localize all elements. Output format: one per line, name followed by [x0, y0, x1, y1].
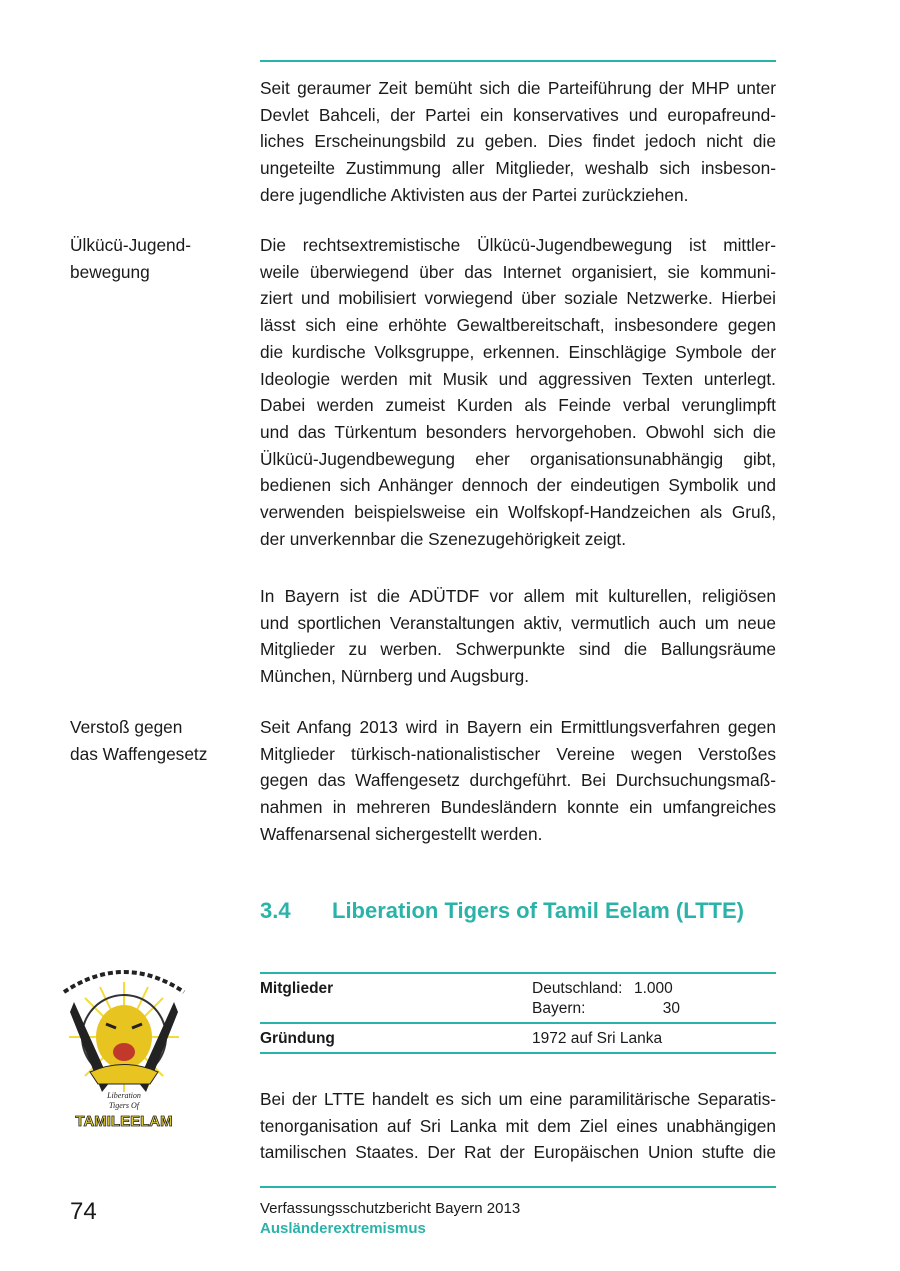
text-line: weile überwiegend über das Internet organisiert, sie kommuni- — [260, 261, 776, 282]
table-rule — [260, 1022, 776, 1024]
paragraph-waffengesetz — [260, 714, 776, 848]
text-line: der unverkennbar die Szenezugehörigkeit zeigt. — [260, 528, 627, 549]
text-line: Bei der LTTE handelt es sich um eine paramilitärische Separatis- — [260, 1089, 776, 1109]
side-note-line: Verstoß gegen — [70, 717, 183, 737]
paragraph-aduetdf — [260, 583, 776, 690]
text-line: ziert und mobilisiert vorwiegend über soziale Netzwerke. Hierbei — [260, 288, 776, 309]
tiger-emblem-icon — [50, 962, 198, 1132]
text-line: Mitglieder zu werben. Schwerpunkte sind die Ballungsräume — [260, 639, 776, 660]
section-title: Liberation Tigers of Tamil Eelam (LTTE) — [332, 898, 744, 923]
text-line: Ülkücü-Jugendbewegung eher organisationsunabhängig gibt, — [260, 448, 776, 469]
text-line: nahmen in mehreren Bundesländern konnte ein umfangreiches — [260, 797, 776, 818]
founded-label: Gründung — [260, 1030, 335, 1047]
section-heading — [260, 898, 744, 924]
logo-text-line2: Tigers Of — [108, 1101, 140, 1110]
text-line: und das Türkentum besonders hervorgehoben. Obwohl sich die — [260, 421, 776, 442]
table-rule — [260, 1052, 776, 1054]
text-line: und sportlichen Veranstaltungen aktiv, vermutlich auch um neue — [260, 612, 776, 633]
text-line: Devlet Bahceli, der Partei ein konservatives und europafreund- — [260, 104, 776, 125]
paragraph-uelkuecue — [260, 232, 776, 552]
section-number: 3.4 — [260, 898, 291, 923]
paragraph-ltte — [260, 1086, 776, 1166]
side-note-line: das Waffengesetz — [70, 743, 208, 764]
bavaria-label: Bayern: — [532, 1000, 586, 1017]
text-line: München, Nürnberg und Augsburg. — [260, 666, 529, 687]
text-line: Mitglieder türkisch-nationalistischer Vereine wegen Verstoßes — [260, 743, 776, 764]
footer-title: Verfassungsschutzbericht Bayern 2013 — [260, 1200, 521, 1217]
text-line: die kurdische Volksgruppe, erkennen. Einschlägige Symbole der — [260, 341, 776, 362]
germany-label: Deutschland: — [532, 980, 623, 997]
text-line: Waffenarsenal sichergestellt werden. — [260, 823, 543, 844]
members-bavaria — [532, 1000, 680, 1018]
text-line: lässt sich eine erhöhte Gewaltbereitschaft, insbesondere gegen — [260, 315, 776, 336]
text-line: Die rechtsextremistische Ülkücü-Jugendbewegung ist mittler- — [260, 235, 776, 255]
side-note-line: Ülkücü-Jugend- — [70, 235, 192, 255]
logo-banner: TAMILEELAM — [75, 1113, 173, 1130]
top-rule — [260, 60, 776, 62]
text-line: bedienen sich Anhänger dennoch der eindeutigen Symbolik und — [260, 475, 776, 496]
footer-section: Ausländerextremismus — [260, 1220, 426, 1237]
side-note-uelkuecue — [70, 232, 191, 285]
text-line: Seit Anfang 2013 wird in Bayern ein Ermittlungsverfahren gegen — [260, 717, 776, 737]
ltte-logo — [50, 962, 198, 1132]
text-line: ungeteilte Zustimmung aller Mitglieder, weshalb sich insbeson- — [260, 158, 776, 179]
bavaria-value: 30 — [662, 1000, 680, 1017]
ltte-facts-table — [260, 972, 776, 1054]
paragraph-mhp — [260, 75, 776, 209]
text-line: Seit geraumer Zeit bemüht sich die Parteiführung der MHP unter — [260, 78, 776, 98]
text-line: Ideologie werden mit Musik und aggressiven Texten unterlegt. — [260, 368, 776, 389]
page-number: 74 — [70, 1198, 97, 1225]
germany-value: 1.000 — [634, 980, 673, 997]
text-line: tamilischen Staates. Der Rat der Europäischen Union stufte die — [260, 1142, 776, 1163]
text-line: dere jugendliche Aktivisten aus der Partei zurückziehen. — [260, 184, 689, 205]
text-line: liches Erscheinungsbild zu geben. Dies findet jedoch nicht die — [260, 131, 776, 152]
text-line: In Bayern ist die ADÜTDF vor allem mit kulturellen, religiösen — [260, 586, 776, 606]
text-line: tenorganisation auf Sri Lanka mit dem Ziel eines unabhängigen — [260, 1115, 776, 1136]
text-line: verwenden beispielsweise ein Wolfskopf-Handzeichen als Gruß, — [260, 502, 776, 523]
side-note-waffengesetz — [70, 714, 207, 767]
logo-text-line1: Liberation — [107, 1091, 141, 1100]
members-label: Mitglieder — [260, 980, 334, 997]
footer-rule — [260, 1186, 776, 1188]
text-line: Dabei werden zumeist Kurden als Feinde verbal verunglimpft — [260, 395, 776, 416]
founded-value: 1972 auf Sri Lanka — [532, 1030, 663, 1047]
members-germany — [532, 980, 673, 998]
text-line: gegen das Waffengesetz durchgeführt. Bei Durchsuchungsmaß- — [260, 770, 776, 791]
table-rule — [260, 972, 776, 974]
side-note-line: bewegung — [70, 261, 150, 282]
